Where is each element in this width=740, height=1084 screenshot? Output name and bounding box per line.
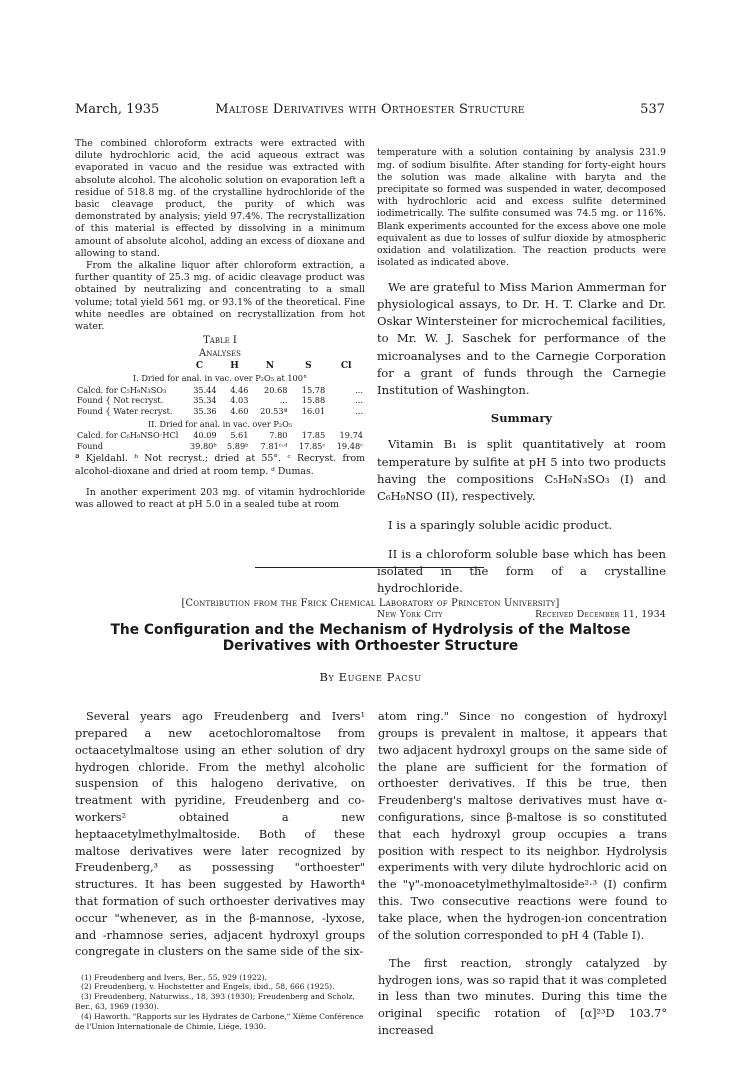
table-row [75, 385, 365, 396]
row-label: Found { Water recryst. [77, 406, 173, 417]
cell: 15.88 [301, 395, 326, 406]
cell: 39.80ᵇ [189, 440, 217, 451]
page-header [75, 102, 665, 118]
article-right-column [378, 698, 667, 1051]
paragraph: temperature with a solution containing by analysis 231.9 mg. of sodium bisulfite. After standing for forty-eight hours the solution was made alkaline with baryta and the precipitate so formed was suspended in water, decomposed with hydrochloric acid and excess sulfite determined iodimetrically. The sulfite consumed was 74.5 mg. or 116%. Blank experiments accounted for the excess above one mole equivalent as due to losses of sulfur dioxide by atmospheric oxidation and volatilization. The reaction products were isolated as indicated above. [377, 147, 666, 269]
summary-item: II is a chloroform soluble base which has been isolated in the form of a crystalline hydrochloride. [377, 546, 666, 596]
table-header-row [75, 361, 365, 372]
cell: 40.09 [193, 430, 217, 441]
table-row [75, 406, 365, 417]
paragraph: Several years ago Freudenberg and Ivers¹ prepared a new acetochloromaltose from octaacetylmaltose using an ether solution of dry hydrogen chloride. From the methyl alcoholic suspension of this halogeno derivative, on treatment with pyridine, Freudenberg and co-workers² obtained a new heptaacetylmethylmaltoside. Both of these maltose derivatives were later recognized by Freudenberg,³ as possessing "orthoester" structures. It has been suggested by Haworth⁴ that formation of such orthoester derivatives may occur "whenever, as in the β-mannose, -lyxose, and -rhamnose series, adjacent hydroxyl groups congregate in clusters on the same side of the six- [75, 710, 365, 959]
paragraph: The combined chloroform extracts were extracted with dilute hydrochloric acid, the acid aqueous extract was evaporated in vacuo and the residue was extracted with absolute alcohol. The alcoholic solution on evaporation left a residue of 518.8 mg. of the crystalline hydrochloride of the basic cleavage product, the purity of which was demonstrated by analysis; yield 97.4%. The recrystallization of this material is effected by dissolving in a minimum amount of absolute alcohol, adding an excess of dioxane and allowing to stand. [75, 138, 365, 259]
reference: (2) Freudenberg, v. Hochstetter and Engels, ibid., 58, 666 (1925). [81, 982, 335, 992]
cell: 16.01 [301, 406, 326, 417]
cell: 20.53ª [260, 406, 288, 417]
cell: 17.85 [301, 430, 326, 441]
section-divider [255, 567, 484, 568]
cell: 35.36 [193, 406, 217, 417]
col-header: S [305, 360, 312, 371]
cell: ... [355, 406, 363, 417]
references [75, 973, 365, 1032]
table-row [75, 430, 365, 441]
cell: 35.34 [193, 395, 217, 406]
received-date: Received December 11, 1934 [535, 608, 666, 620]
paragraph: In another experiment 203 mg. of vitamin hydrochloride was allowed to react at pH 5.0 in a sealed tube at room [75, 486, 365, 511]
row-label: Found { Not recryst. [77, 395, 164, 406]
cell: 4.60 [230, 406, 249, 417]
city: New York City [377, 608, 443, 620]
reference: (3) Freudenberg, Naturwiss., 18, 393 (1930); Freudenberg and Scholz, Ber., 63, 1969 (1930). [75, 992, 355, 1011]
cell: ... [355, 384, 363, 395]
cell: 20.68 [264, 384, 288, 395]
cell: 4.46 [230, 384, 249, 395]
paragraph: atom ring." Since no congestion of hydroxyl groups is prevalent in maltose, it appears that two adjacent hydroxyl groups on the same side of the plane are sufficient for the formation of orthoester derivatives. If this be true, then Freudenberg's maltose derivatives must have α-configurations, since β-maltose is so constituted that each hydroxyl group occupies a trans position with respect to its neighbor. Hydrolysis experiments with very dilute hydrochloric acid on the "γ"-monoacetylmethylmaltoside²·³ (I) confirm this. Two consecutive reactions were found to take place, when the hydrogen-ion concentration of the solution corresponded to pH 4 (Table I). [378, 710, 667, 942]
cell: 5.61 [230, 430, 249, 441]
left-column-top [75, 138, 365, 511]
col-header: Cl [340, 360, 352, 371]
reference: (1) Freudenberg and Ivers, Ber., 55, 929 (1922). [81, 972, 267, 982]
cell: 19.74 [339, 430, 363, 441]
row-label: Found [77, 440, 103, 451]
right-column-top [377, 138, 666, 620]
cell: 35.44 [193, 384, 217, 395]
summary-item: Vitamin B₁ is split quantitatively at room temperature by sulfite at pH 5 into two products having the compositions C₅H₉N₃SO₃ (I) and C₆H₉NSO (II), respectively. [377, 437, 666, 504]
cell: 7.80 [269, 430, 288, 441]
cell: 15.78 [301, 384, 326, 395]
article-title: The Configuration and the Mechanism of Hydrolysis of the Maltose Derivatives with Orthoester Structure [110, 622, 631, 654]
page-number: 537 [640, 102, 665, 117]
table-row [75, 395, 365, 406]
reference: (4) Haworth. "Rapports sur les Hydrates de Carbone," Xième Conférence de l'Union Internationale de Chimie, Liége, 1930. [75, 1011, 364, 1031]
cell: 7.81ᶜ·ᵈ [260, 440, 288, 451]
table-section-label: I. Dried for anal. in vac. over P₂O₅ at 100° [132, 373, 308, 384]
header-date: March, 1935 [75, 102, 160, 117]
signature-line [377, 609, 666, 620]
table-row [75, 441, 365, 452]
col-header: C [195, 360, 204, 371]
cell: 4.03 [230, 395, 249, 406]
col-header: N [265, 360, 275, 371]
contribution-line: [Contribution from the Frick Chemical Laboratory of Princeton University] [181, 598, 560, 609]
cell: ... [279, 395, 288, 406]
analyses-table [75, 361, 365, 452]
author-line: By Eugene Pacsu [319, 670, 422, 684]
paragraph: From the alkaline liquor after chloroform extraction, a further quantity of 25.3 mg. of acidic cleavage product was obtained by neutralizing and concentrating to a small volume; total yield 561 mg. or 93.1% of the theoretical. Fine white needles are obtained on recrystallization from hot water. [75, 260, 365, 333]
paragraph: The first reaction, strongly catalyzed by hydrogen ions, was so rapid that it was completed in less than two minutes. During this time the original specific rotation of [α]²³D 103.7° increased [378, 956, 667, 1037]
row-label: Calcd. for C₅H₉N₃SO₃ [77, 384, 167, 395]
acknowledgment: We are grateful to Miss Marion Ammerman for physiological assays, to Dr. H. T. Clarke and Dr. Oskar Wintersteiner for microchemical facilities, to Mr. W. J. Saschek for performance of the microanalyses and to the Carnegie Corporation for a grant of funds through the Carnegie Institution of Washington. [377, 279, 666, 398]
summary-item: I is a sparingly soluble acidic product. [388, 517, 613, 532]
table-title: Table I [203, 335, 237, 347]
cell: ... [355, 395, 363, 406]
summary-heading: Summary [490, 410, 553, 425]
running-title: Maltose Derivatives with Orthoester Structure [215, 102, 525, 117]
article-left-column [75, 698, 365, 1031]
cell: 5.89ᵇ [226, 440, 249, 451]
table-section-label: II. Dried for anal. in vac. over P₂O₅ [147, 418, 293, 429]
row-label: Calcd. for C₆H₉NSO·HCl [77, 430, 179, 441]
table-subtitle: Analyses [199, 348, 241, 360]
col-header: H [230, 360, 239, 371]
cell: 17.85ᶜ [298, 440, 326, 451]
table-footnote: ª Kjeldahl. ᵇ Not recryst.; dried at 55°. ᶜ Recryst. from alcohol-dioxane and dried at room temp. ᵈ Dumas. [75, 453, 365, 477]
cell: 19.48ᶜ [336, 440, 363, 451]
